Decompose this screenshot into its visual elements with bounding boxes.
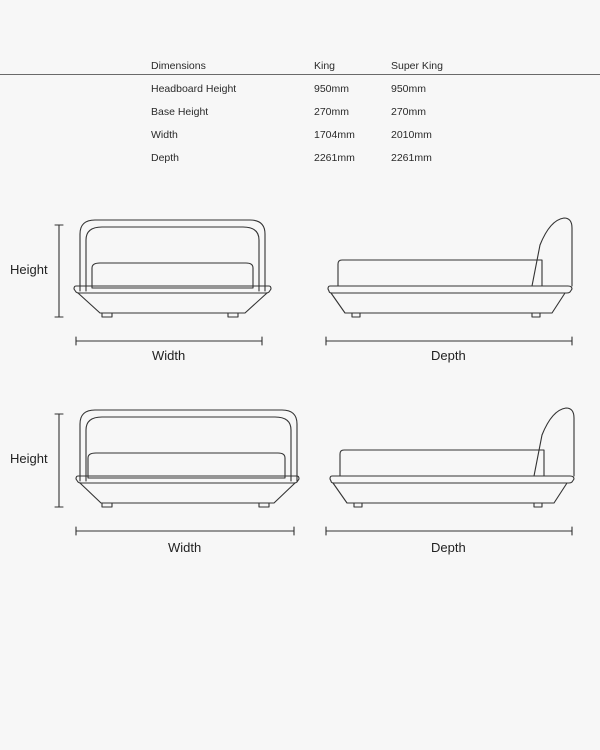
king-width: 1704mm — [314, 129, 355, 141]
super-king-width: 2010mm — [391, 129, 432, 141]
super-king-width-label: Width — [168, 540, 202, 555]
super-king-depth-label: Depth — [431, 540, 466, 555]
super-king-side-view — [330, 408, 574, 507]
king-depth: 2261mm — [314, 152, 355, 164]
header-king: King — [314, 60, 336, 72]
king-base-height: 270mm — [314, 106, 350, 118]
king-width-label: Width — [152, 348, 186, 363]
row-label-headboard-height: Headboard Height — [151, 83, 237, 95]
super-king-height-dimension-line — [55, 414, 63, 507]
king-width-dimension-line — [76, 337, 262, 345]
row-label-width: Width — [151, 129, 178, 141]
row-label-base-height: Base Height — [151, 106, 209, 118]
super-king-headboard-height: 950mm — [391, 83, 427, 95]
king-height-dimension-line — [55, 225, 63, 317]
super-king-depth: 2261mm — [391, 152, 432, 164]
super-king-width-dimension-line — [76, 527, 294, 535]
king-front-view — [74, 220, 271, 317]
row-label-depth: Depth — [151, 152, 180, 164]
king-depth-label: Depth — [431, 348, 466, 363]
header-dimensions: Dimensions — [151, 60, 206, 72]
king-side-view — [328, 218, 572, 317]
king-headboard-height: 950mm — [314, 83, 350, 95]
super-king-front-view — [76, 410, 299, 507]
king-depth-dimension-line — [326, 337, 572, 345]
header-super-king: Super King — [391, 60, 443, 72]
super-king-depth-dimension-line — [326, 527, 572, 535]
super-king-height-label: Height — [10, 451, 48, 466]
super-king-base-height: 270mm — [391, 106, 427, 118]
king-height-label: Height — [10, 262, 48, 277]
